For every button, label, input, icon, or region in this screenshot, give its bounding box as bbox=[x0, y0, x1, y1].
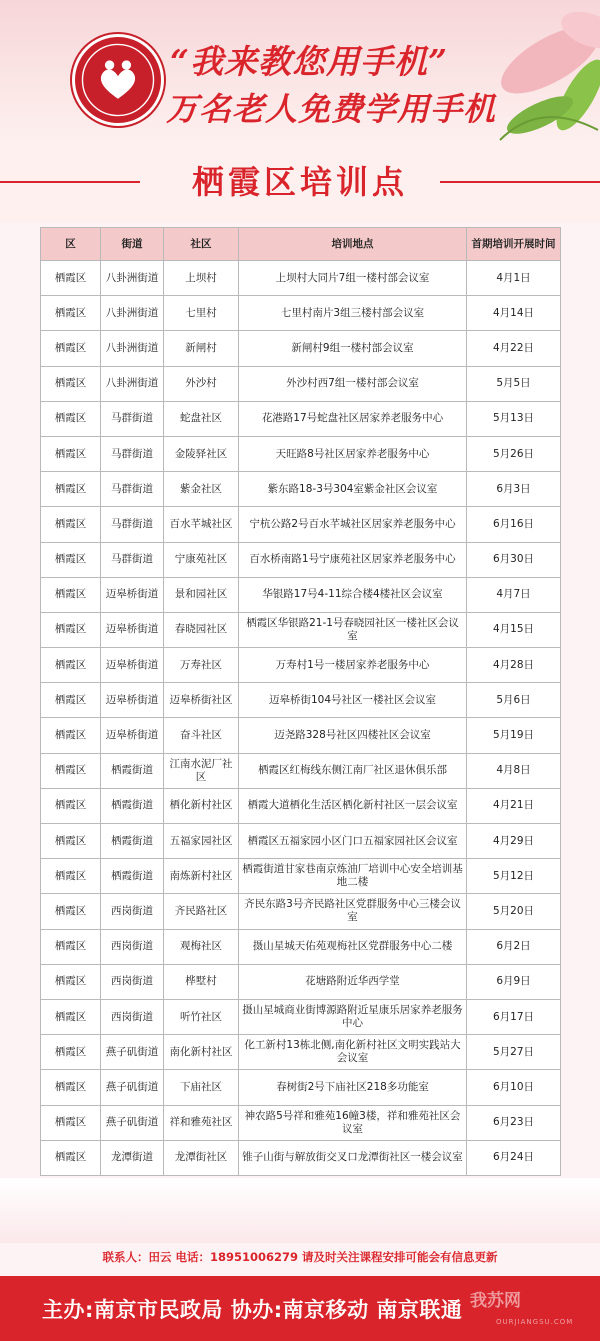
cell-street: 迈皋桥街道 bbox=[101, 718, 164, 753]
cell-community: 南炼新村社区 bbox=[164, 859, 239, 894]
cell-district: 栖霞区 bbox=[41, 1105, 101, 1140]
cell-district: 栖霞区 bbox=[41, 612, 101, 647]
table-row bbox=[41, 859, 561, 894]
cell-location: 锥子山街与解放街交叉口龙潭街社区一楼会议室 bbox=[239, 1140, 467, 1175]
cell-location: 栖霞大道栖化生活区栖化新村社区一层会议室 bbox=[239, 788, 467, 823]
table-row bbox=[41, 612, 561, 647]
cell-start-date: 6月16日 bbox=[467, 507, 561, 542]
cell-start-date: 6月10日 bbox=[467, 1070, 561, 1105]
cell-street: 八卦洲街道 bbox=[101, 331, 164, 366]
column-header-community: 社区 bbox=[164, 228, 239, 261]
cell-district: 栖霞区 bbox=[41, 648, 101, 683]
cell-community: 外沙村 bbox=[164, 366, 239, 401]
cell-street: 栖霞街道 bbox=[101, 753, 164, 788]
table-row bbox=[41, 472, 561, 507]
cell-start-date: 4月21日 bbox=[467, 788, 561, 823]
cell-start-date: 5月13日 bbox=[467, 401, 561, 436]
cell-street: 西岗街道 bbox=[101, 999, 164, 1034]
cell-location: 栖霞街道甘家巷南京炼油厂培训中心安全培训基地二楼 bbox=[239, 859, 467, 894]
cell-district: 栖霞区 bbox=[41, 929, 101, 964]
cell-start-date: 4月29日 bbox=[467, 824, 561, 859]
cell-community: 迈皋桥街社区 bbox=[164, 683, 239, 718]
table-row bbox=[41, 824, 561, 859]
table-row bbox=[41, 296, 561, 331]
cell-location: 华银路17号4-11综合楼4楼社区会议室 bbox=[239, 577, 467, 612]
cell-district: 栖霞区 bbox=[41, 964, 101, 999]
cell-street: 马群街道 bbox=[101, 542, 164, 577]
watermark: 我苏网 bbox=[470, 1291, 521, 1311]
cell-street: 栖霞街道 bbox=[101, 824, 164, 859]
cell-location: 迈尧路328号社区四楼社区会议室 bbox=[239, 718, 467, 753]
cell-community: 栖化新村社区 bbox=[164, 788, 239, 823]
cell-location: 栖霞区五福家园小区门口五福家园社区会议室 bbox=[239, 824, 467, 859]
table-row bbox=[41, 401, 561, 436]
cell-street: 龙潭街道 bbox=[101, 1140, 164, 1175]
training-sites-table bbox=[40, 227, 560, 1176]
organization-logo bbox=[72, 34, 164, 126]
cell-location: 百水桥南路1号宁康苑社区居家养老服务中心 bbox=[239, 542, 467, 577]
cell-district: 栖霞区 bbox=[41, 366, 101, 401]
cell-district: 栖霞区 bbox=[41, 261, 101, 296]
cell-start-date: 5月20日 bbox=[467, 894, 561, 929]
cell-street: 燕子矶街道 bbox=[101, 1035, 164, 1070]
table-row bbox=[41, 436, 561, 471]
cell-street: 马群街道 bbox=[101, 401, 164, 436]
cell-start-date: 5月19日 bbox=[467, 718, 561, 753]
cell-street: 西岗街道 bbox=[101, 894, 164, 929]
cell-start-date: 6月3日 bbox=[467, 472, 561, 507]
cell-location: 紫东路18-3号304室紫金社区会议室 bbox=[239, 472, 467, 507]
cell-district: 栖霞区 bbox=[41, 1070, 101, 1105]
cell-start-date: 4月7日 bbox=[467, 577, 561, 612]
cell-location: 栖霞区红梅线东侧江南厂社区退休俱乐部 bbox=[239, 753, 467, 788]
cell-street: 栖霞街道 bbox=[101, 788, 164, 823]
column-header-location: 培训地点 bbox=[239, 228, 467, 261]
cell-district: 栖霞区 bbox=[41, 577, 101, 612]
cell-community: 金陵驿社区 bbox=[164, 436, 239, 471]
cell-street: 西岗街道 bbox=[101, 929, 164, 964]
cell-street: 八卦洲街道 bbox=[101, 296, 164, 331]
cell-street: 西岗街道 bbox=[101, 964, 164, 999]
cell-start-date: 5月27日 bbox=[467, 1035, 561, 1070]
cell-community: 祥和雅苑社区 bbox=[164, 1105, 239, 1140]
cell-street: 迈皋桥街道 bbox=[101, 577, 164, 612]
cell-start-date: 6月24日 bbox=[467, 1140, 561, 1175]
cell-community: 紫金社区 bbox=[164, 472, 239, 507]
cell-start-date: 5月6日 bbox=[467, 683, 561, 718]
cell-community: 万寿社区 bbox=[164, 648, 239, 683]
table-row bbox=[41, 964, 561, 999]
cell-start-date: 4月22日 bbox=[467, 331, 561, 366]
cell-district: 栖霞区 bbox=[41, 1140, 101, 1175]
cell-street: 马群街道 bbox=[101, 472, 164, 507]
cell-community: 百水芊城社区 bbox=[164, 507, 239, 542]
table-row bbox=[41, 929, 561, 964]
cell-district: 栖霞区 bbox=[41, 894, 101, 929]
cell-start-date: 4月28日 bbox=[467, 648, 561, 683]
cell-community: 奋斗社区 bbox=[164, 718, 239, 753]
cell-community: 南化新村社区 bbox=[164, 1035, 239, 1070]
cell-start-date: 5月5日 bbox=[467, 366, 561, 401]
cell-community: 龙潭街社区 bbox=[164, 1140, 239, 1175]
cell-community: 新闸村 bbox=[164, 331, 239, 366]
table-row bbox=[41, 753, 561, 788]
cell-street: 八卦洲街道 bbox=[101, 261, 164, 296]
bottom-decoration bbox=[0, 1178, 600, 1243]
cell-district: 栖霞区 bbox=[41, 331, 101, 366]
cell-street: 迈皋桥街道 bbox=[101, 648, 164, 683]
cell-street: 栖霞街道 bbox=[101, 859, 164, 894]
cell-location: 迈皋桥街104号社区一楼社区会议室 bbox=[239, 683, 467, 718]
cell-district: 栖霞区 bbox=[41, 824, 101, 859]
cell-start-date: 4月14日 bbox=[467, 296, 561, 331]
cell-community: 桦墅村 bbox=[164, 964, 239, 999]
cell-district: 栖霞区 bbox=[41, 788, 101, 823]
table-row bbox=[41, 577, 561, 612]
footer-organizers: 主办:南京市民政局 协办:南京移动 南京联通 bbox=[42, 1298, 463, 1322]
cell-district: 栖霞区 bbox=[41, 683, 101, 718]
table-row bbox=[41, 894, 561, 929]
cell-location: 天旺路8号社区居家养老服务中心 bbox=[239, 436, 467, 471]
slogan-line-2: 万名老人免费学用手机 bbox=[166, 90, 497, 128]
cell-community: 春晓园社区 bbox=[164, 612, 239, 647]
cell-community: 下庙社区 bbox=[164, 1070, 239, 1105]
cell-location: 摄山星城天佑苑观梅社区党群服务中心二楼 bbox=[239, 929, 467, 964]
cell-district: 栖霞区 bbox=[41, 542, 101, 577]
cell-start-date: 6月30日 bbox=[467, 542, 561, 577]
cell-district: 栖霞区 bbox=[41, 753, 101, 788]
cell-start-date: 6月23日 bbox=[467, 1105, 561, 1140]
cell-district: 栖霞区 bbox=[41, 999, 101, 1034]
cell-street: 迈皋桥街道 bbox=[101, 612, 164, 647]
table-row bbox=[41, 331, 561, 366]
table-row bbox=[41, 1105, 561, 1140]
cell-community: 蛇盘社区 bbox=[164, 401, 239, 436]
cell-community: 七里村 bbox=[164, 296, 239, 331]
table-row bbox=[41, 366, 561, 401]
cell-location: 宁杭公路2号百水芊城社区居家养老服务中心 bbox=[239, 507, 467, 542]
cell-start-date: 5月12日 bbox=[467, 859, 561, 894]
cell-start-date: 4月8日 bbox=[467, 753, 561, 788]
table-row bbox=[41, 507, 561, 542]
contact-info: 联系人：田云 电话：18951006279 请及时关注课程安排可能会有信息更新 bbox=[102, 1250, 498, 1264]
table-row bbox=[41, 1070, 561, 1105]
table-row bbox=[41, 648, 561, 683]
cell-location: 齐民东路3号齐民路社区党群服务中心三楼会议室 bbox=[239, 894, 467, 929]
table-row bbox=[41, 542, 561, 577]
table-row bbox=[41, 1035, 561, 1070]
table-row bbox=[41, 261, 561, 296]
cell-district: 栖霞区 bbox=[41, 507, 101, 542]
table-row bbox=[41, 718, 561, 753]
cell-community: 观梅社区 bbox=[164, 929, 239, 964]
cell-start-date: 4月15日 bbox=[467, 612, 561, 647]
cell-street: 燕子矶街道 bbox=[101, 1105, 164, 1140]
cell-district: 栖霞区 bbox=[41, 436, 101, 471]
cell-start-date: 5月26日 bbox=[467, 436, 561, 471]
cell-location: 化工新村13栋北侧,南化新村社区文明实践站大会议室 bbox=[239, 1035, 467, 1070]
cell-street: 迈皋桥街道 bbox=[101, 683, 164, 718]
cell-community: 五福家园社区 bbox=[164, 824, 239, 859]
table-row bbox=[41, 788, 561, 823]
column-header-street: 街道 bbox=[101, 228, 164, 261]
cell-start-date: 6月9日 bbox=[467, 964, 561, 999]
cell-location: 花塘路附近华西学堂 bbox=[239, 964, 467, 999]
poster-header bbox=[0, 0, 600, 143]
cell-district: 栖霞区 bbox=[41, 401, 101, 436]
cell-start-date: 6月17日 bbox=[467, 999, 561, 1034]
cell-start-date: 6月2日 bbox=[467, 929, 561, 964]
cell-location: 摄山星城商业街博源路附近星康乐居家养老服务中心 bbox=[239, 999, 467, 1034]
cell-community: 齐民路社区 bbox=[164, 894, 239, 929]
watermark-url: OURJIANGSU.COM bbox=[496, 1318, 574, 1326]
cell-district: 栖霞区 bbox=[41, 296, 101, 331]
cell-location: 新闸村9组一楼村部会议室 bbox=[239, 331, 467, 366]
cell-start-date: 4月1日 bbox=[467, 261, 561, 296]
cell-location: 花港路17号蛇盘社区居家养老服务中心 bbox=[239, 401, 467, 436]
cell-location: 神农路5号祥和雅苑16幢3楼，祥和雅苑社区会议室 bbox=[239, 1105, 467, 1140]
cell-location: 七里村南片3组三楼村部会议室 bbox=[239, 296, 467, 331]
cell-district: 栖霞区 bbox=[41, 1035, 101, 1070]
cell-location: 万寿村1号一楼居家养老服务中心 bbox=[239, 648, 467, 683]
cell-street: 八卦洲街道 bbox=[101, 366, 164, 401]
cell-street: 马群街道 bbox=[101, 507, 164, 542]
cell-community: 景和园社区 bbox=[164, 577, 239, 612]
cell-location: 外沙村西7组一楼村部会议室 bbox=[239, 366, 467, 401]
slogan-line-1: “我来教您用手机” bbox=[170, 42, 448, 81]
cell-location: 栖霞区华银路21-1号春晓园社区一楼社区会议室 bbox=[239, 612, 467, 647]
cell-district: 栖霞区 bbox=[41, 718, 101, 753]
cell-community: 宁康苑社区 bbox=[164, 542, 239, 577]
cell-community: 听竹社区 bbox=[164, 999, 239, 1034]
cell-location: 春树街2号下庙社区218多功能室 bbox=[239, 1070, 467, 1105]
cell-community: 上坝村 bbox=[164, 261, 239, 296]
cell-district: 栖霞区 bbox=[41, 859, 101, 894]
cell-street: 马群街道 bbox=[101, 436, 164, 471]
page-title: 栖霞区培训点 bbox=[191, 163, 408, 201]
cell-district: 栖霞区 bbox=[41, 472, 101, 507]
column-header-start-date: 首期培训开展时间 bbox=[467, 228, 561, 261]
cell-street: 燕子矶街道 bbox=[101, 1070, 164, 1105]
table-header-row bbox=[41, 228, 561, 261]
table-row bbox=[41, 1140, 561, 1175]
title-band bbox=[0, 143, 600, 223]
cell-location: 上坝村大同片7组一楼村部会议室 bbox=[239, 261, 467, 296]
table-row bbox=[41, 999, 561, 1034]
table-body bbox=[41, 261, 561, 1176]
cell-community: 江南水泥厂社区 bbox=[164, 753, 239, 788]
table-row bbox=[41, 683, 561, 718]
column-header-district: 区 bbox=[41, 228, 101, 261]
